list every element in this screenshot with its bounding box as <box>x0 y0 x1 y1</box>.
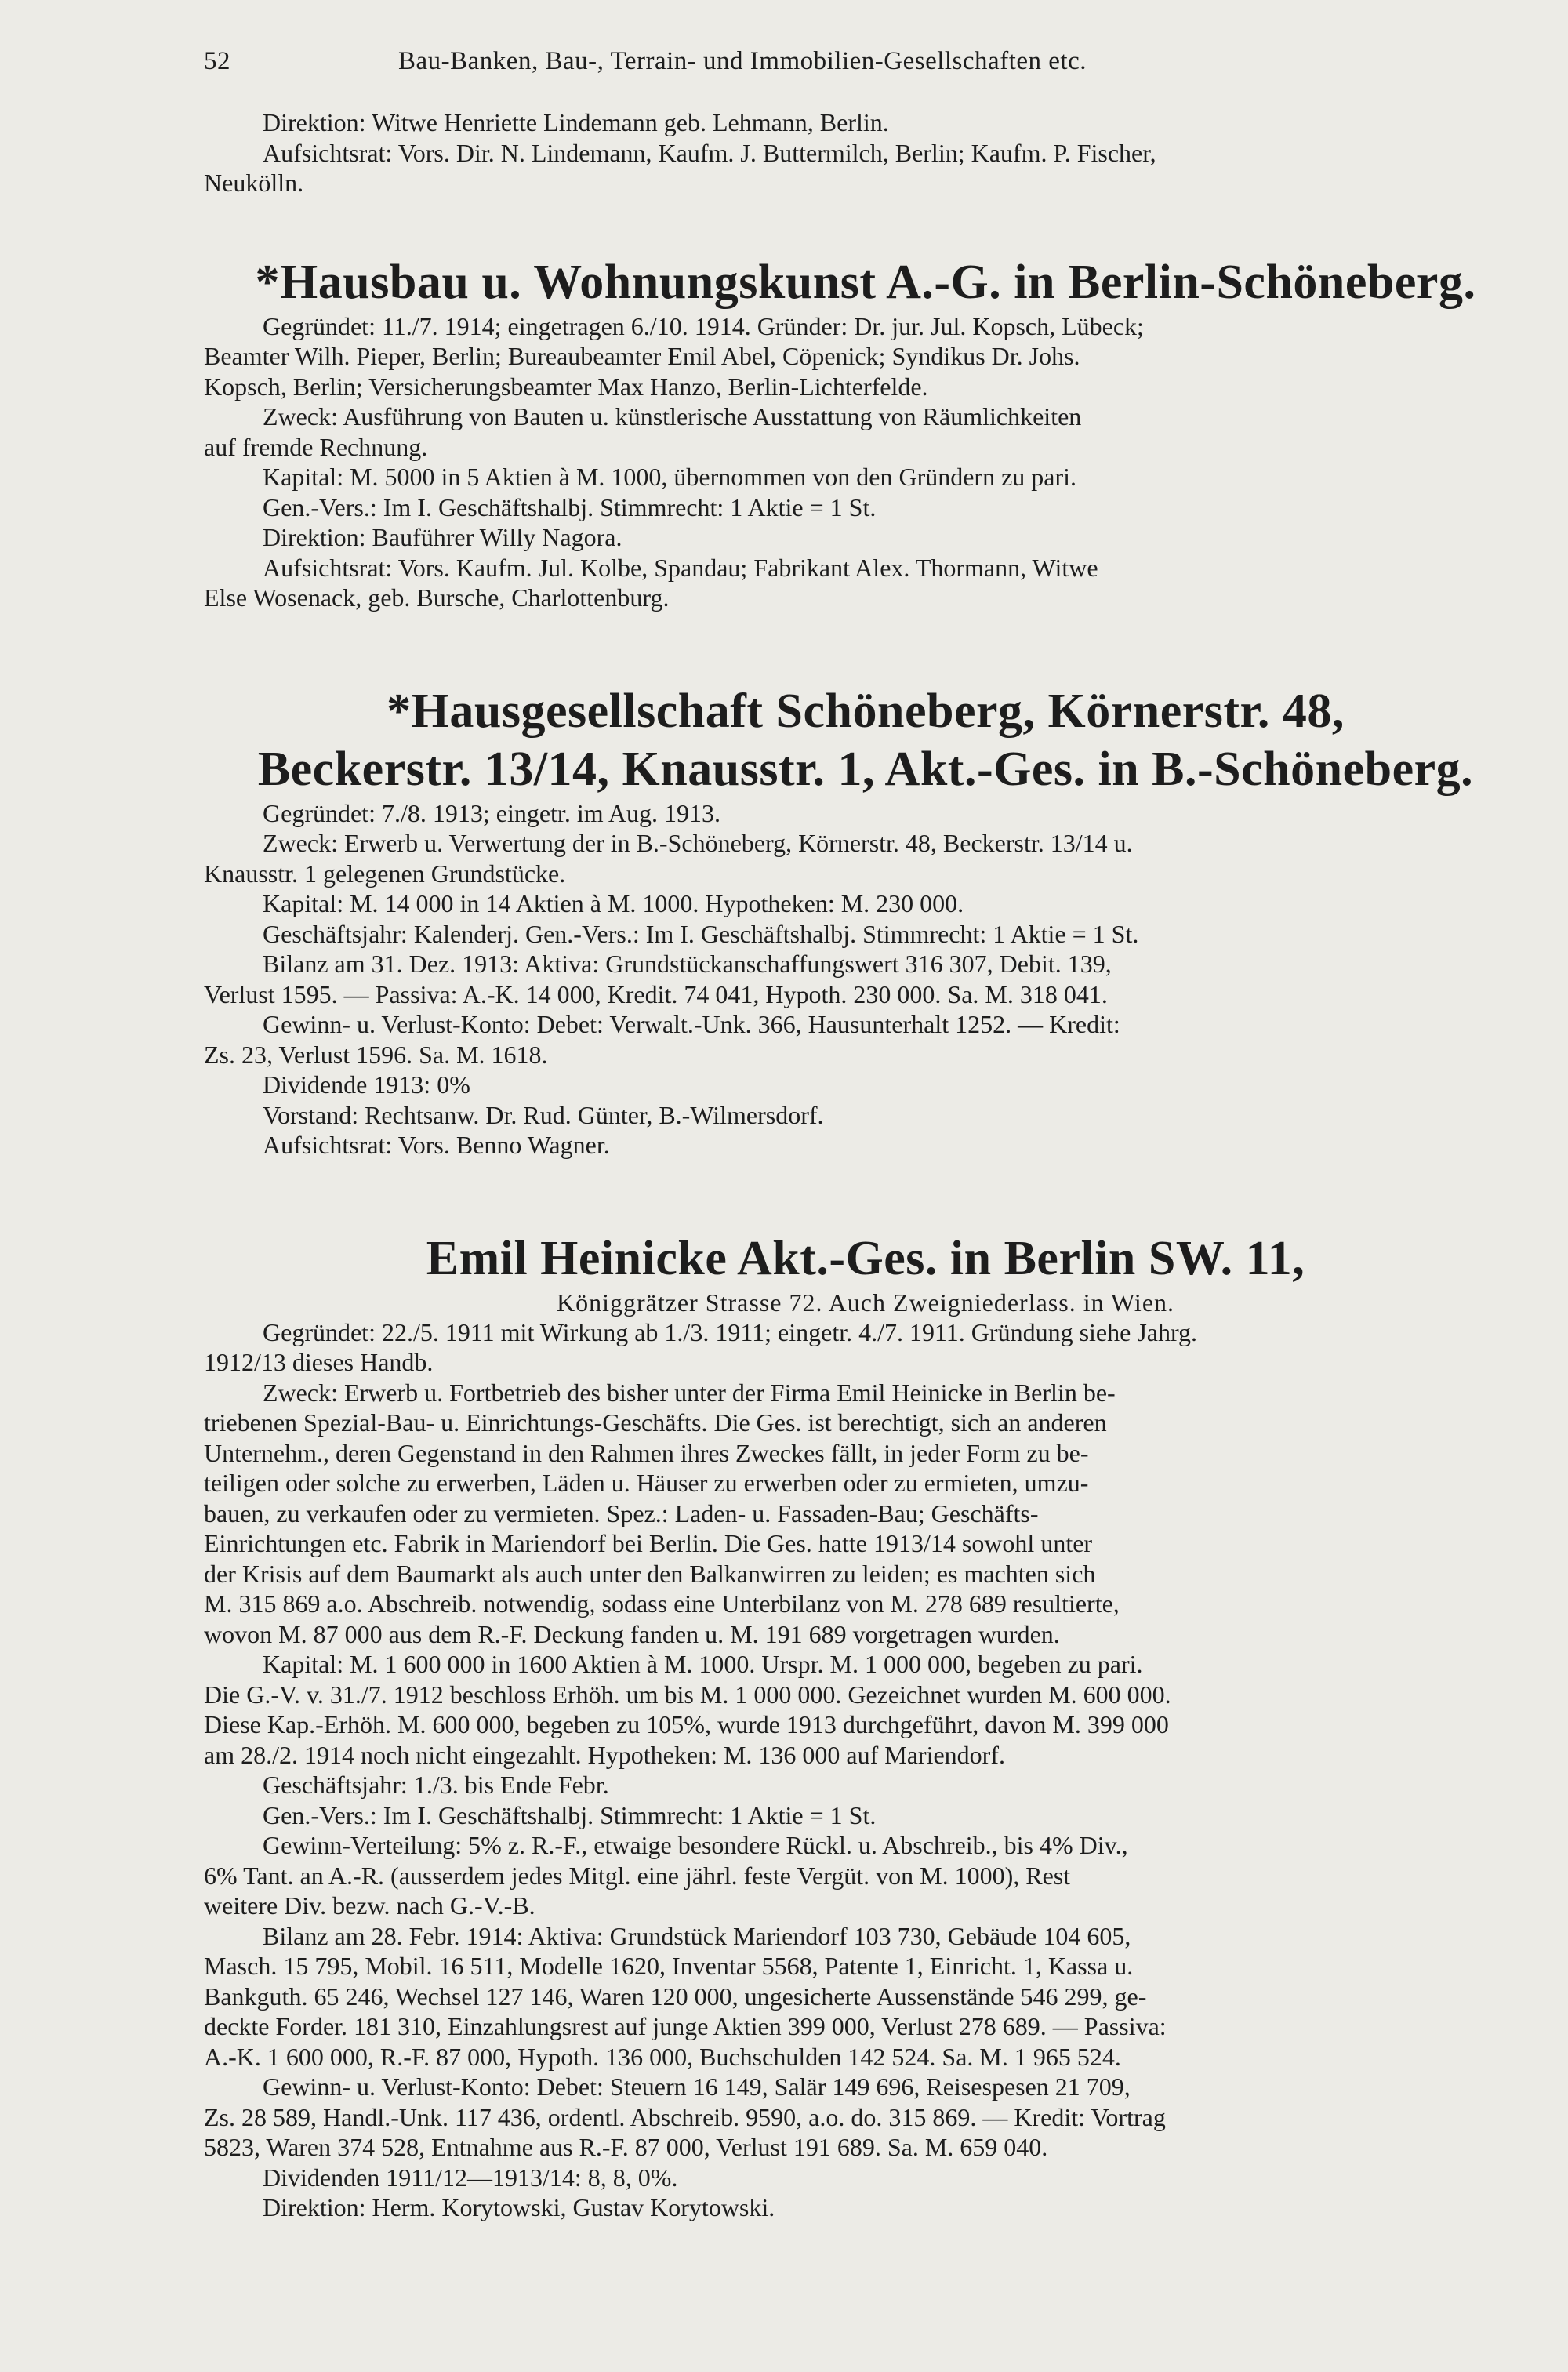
text-line: Bankguth. 65 246, Wechsel 127 146, Waren 120 000, ungesicherte Aussenstände 546 299, ge- <box>204 1982 1147 2011</box>
page-number: 52 <box>204 47 230 75</box>
text-line: 1912/13 dieses Handb. <box>204 1348 434 1376</box>
text-line: bauen, zu verkaufen oder zu vermieten. Spez.: Laden- u. Fassaden-Bau; Geschäfts- <box>204 1498 1039 1527</box>
text-line: wovon M. 87 000 aus dem R.-F. Deckung fanden u. M. 191 689 vorgetragen wurden. <box>204 1619 1060 1648</box>
text-line: Masch. 15 795, Mobil. 16 511, Modelle 1620, Inventar 5568, Patente 1, Einricht. 1, Kassa u. <box>204 1952 1134 1980</box>
text-line: Gewinn- u. Verlust-Konto: Debet: Steuern 16 149, Salär 149 696, Reisespesen 21 709, <box>263 2072 1131 2101</box>
text-line: triebenen Spezial-Bau- u. Einrichtungs-Geschäfts. Die Ges. ist berechtigt, sich an anderen <box>204 1408 1107 1437</box>
text-line: Zweck: Ausführung von Bauten u. künstlerische Ausstattung von Räumlichkeiten <box>263 402 1082 430</box>
text-line: am 28./2. 1914 noch nicht eingezahlt. Hypotheken: M. 136 000 auf Mariendorf. <box>204 1740 1005 1769</box>
entry-title-continued: Beckerstr. 13/14, Knausstr. 1, Akt.-Ges. in B.-Schöneberg. <box>257 742 1474 796</box>
running-header <box>204 47 1527 76</box>
text-line: Diese Kap.-Erhöh. M. 600 000, begeben zu 105%, wurde 1913 durchgeführt, davon M. 399 000 <box>204 1710 1169 1738</box>
text-line: Kapital: M. 5000 in 5 Aktien à M. 1000, übernommen von den Gründern zu pari. <box>263 463 1077 491</box>
entry-title: *Hausbau u. Wohnungskunst A.-G. in Berlin-Schöneberg. <box>255 255 1476 309</box>
text-line: Kapital: M. 1 600 000 in 1600 Aktien à M. 1000. Urspr. M. 1 000 000, begeben zu pari. <box>263 1650 1143 1678</box>
text-line: Vorstand: Rechtsanw. Dr. Rud. Günter, B.-Wilmersdorf. <box>263 1100 824 1129</box>
text-line: Gegründet: 22./5. 1911 mit Wirkung ab 1./3. 1911; eingetr. 4./7. 1911. Gründung siehe Jahrg. <box>263 1317 1198 1346</box>
text-line: Die G.-V. v. 31./7. 1912 beschloss Erhöh. um bis M. 1 000 000. Gezeichnet wurden M. 600 000. <box>204 1680 1171 1709</box>
text-line: Dividende 1913: 0% <box>263 1070 470 1099</box>
text-line: Aufsichtsrat: Vors. Dir. N. Lindemann, Kaufm. J. Buttermilch, Berlin; Kaufm. P. Fischer, <box>263 138 1156 167</box>
text-line: Gen.-Vers.: Im I. Geschäftshalbj. Stimmrecht: 1 Aktie = 1 St. <box>263 492 877 521</box>
text-line: Unternehm., deren Gegenstand in den Rahmen ihres Zweckes fällt, in jeder Form zu be- <box>204 1438 1089 1467</box>
text-line: Knausstr. 1 gelegenen Grundstücke. <box>204 859 566 888</box>
running-title: Bau-Banken, Bau-, Terrain- und Immobilien-Gesellschaften etc. <box>398 47 1087 75</box>
text-line: auf fremde Rechnung. <box>204 432 428 461</box>
entry-title: *Hausgesellschaft Schöneberg, Körnerstr. 48, <box>387 684 1345 738</box>
text-line: der Krisis auf dem Baumarkt als auch unter den Balkanwirren zu leiden; es machten sich <box>204 1559 1096 1588</box>
text-line: Aufsichtsrat: Vors. Benno Wagner. <box>263 1131 610 1159</box>
text-line: Dividenden 1911/12—1913/14: 8, 8, 0%. <box>263 2163 678 2192</box>
text-line: Gewinn-Verteilung: 5% z. R.-F., etwaige besondere Rückl. u. Abschreib., bis 4% Div., <box>263 1831 1128 1859</box>
text-line: Bilanz am 28. Febr. 1914: Aktiva: Grundstück Mariendorf 103 730, Gebäude 104 605, <box>263 1921 1131 1950</box>
text-line: Zweck: Erwerb u. Verwertung der in B.-Schöneberg, Körnerstr. 48, Beckerstr. 13/14 u. <box>263 829 1133 857</box>
text-line: Gewinn- u. Verlust-Konto: Debet: Verwalt.-Unk. 366, Hausunterhalt 1252. — Kredit: <box>263 1010 1120 1038</box>
text-line: Gen.-Vers.: Im I. Geschäftshalbj. Stimmrecht: 1 Aktie = 1 St. <box>263 1800 877 1829</box>
text-line: Direktion: Herm. Korytowski, Gustav Korytowski. <box>263 2193 775 2221</box>
text-line: Zweck: Erwerb u. Fortbetrieb des bisher unter der Firma Emil Heinicke in Berlin be- <box>263 1378 1116 1407</box>
text-line: M. 315 869 a.o. Abschreib. notwendig, sodass eine Unterbilanz von M. 278 689 resultierte, <box>204 1589 1120 1618</box>
text-line: teiligen oder solche zu erwerben, Läden u. Häuser zu erwerben oder zu ermieten, umzu- <box>204 1469 1089 1497</box>
text-line: Direktion: Witwe Henriette Lindemann geb. Lehmann, Berlin. <box>263 108 889 136</box>
text-line: Geschäftsjahr: 1./3. bis Ende Febr. <box>263 1771 609 1799</box>
text-line: Gegründet: 7./8. 1913; eingetr. im Aug. 1913. <box>263 798 720 827</box>
text-line: Verlust 1595. — Passiva: A.-K. 14 000, Kredit. 74 041, Hypoth. 230 000. Sa. M. 318 041. <box>204 979 1108 1008</box>
text-line: Aufsichtsrat: Vors. Kaufm. Jul. Kolbe, Spandau; Fabrikant Alex. Thormann, Witwe <box>263 553 1098 582</box>
text-line: deckte Forder. 181 310, Einzahlungsrest auf junge Aktien 399 000, Verlust 278 689. — Passiva: <box>204 2012 1167 2040</box>
text-line: Bilanz am 31. Dez. 1913: Aktiva: Grundstückanschaffungswert 316 307, Debit. 139, <box>263 950 1112 978</box>
text-line: Kopsch, Berlin; Versicherungsbeamter Max Hanzo, Berlin-Lichterfelde. <box>204 372 928 401</box>
text-line: Geschäftsjahr: Kalenderj. Gen.-Vers.: Im I. Geschäftshalbj. Stimmrecht: 1 Aktie = 1 St. <box>263 919 1139 948</box>
text-line: 5823, Waren 374 528, Entnahme aus R.-F. 87 000, Verlust 191 689. Sa. M. 659 040. <box>204 2133 1048 2161</box>
text-line: Beamter Wilh. Pieper, Berlin; Bureaubeamter Emil Abel, Cöpenick; Syndikus Dr. Johs. <box>204 342 1080 370</box>
entry-title: Emil Heinicke Akt.-Ges. in Berlin SW. 11, <box>426 1231 1305 1285</box>
text-line: 6% Tant. an A.-R. (ausserdem jedes Mitgl. eine jährl. feste Vergüt. von M. 1000), Rest <box>204 1861 1071 1890</box>
text-line: Direktion: Bauführer Willy Nagora. <box>263 523 622 551</box>
text-line: Einrichtungen etc. Fabrik in Mariendorf bei Berlin. Die Ges. hatte 1913/14 sowohl unter <box>204 1529 1093 1557</box>
text-line: A.-K. 1 600 000, R.-F. 87 000, Hypoth. 136 000, Buchschulden 142 524. Sa. M. 1 965 524. <box>204 2042 1121 2071</box>
text-line: Kapital: M. 14 000 in 14 Aktien à M. 1000. Hypotheken: M. 230 000. <box>263 889 964 917</box>
text-line: Neukölln. <box>204 169 304 197</box>
text-line: Else Wosenack, geb. Bursche, Charlottenburg. <box>204 583 670 612</box>
text-line: Gegründet: 11./7. 1914; eingetragen 6./10. 1914. Gründer: Dr. jur. Jul. Kopsch, Lübeck; <box>263 311 1144 340</box>
text-line: Zs. 28 589, Handl.-Unk. 117 436, ordentl. Abschreib. 9590, a.o. do. 315 869. — Kredit: Vortrag <box>204 2102 1166 2131</box>
text-line: Zs. 23, Verlust 1596. Sa. M. 1618. <box>204 1040 548 1069</box>
text-line: weitere Div. bezw. nach G.-V.-B. <box>204 1891 535 1920</box>
entry-subtitle: Königgrätzer Strasse 72. Auch Zweigniederlass. in Wien. <box>556 1288 1175 1317</box>
